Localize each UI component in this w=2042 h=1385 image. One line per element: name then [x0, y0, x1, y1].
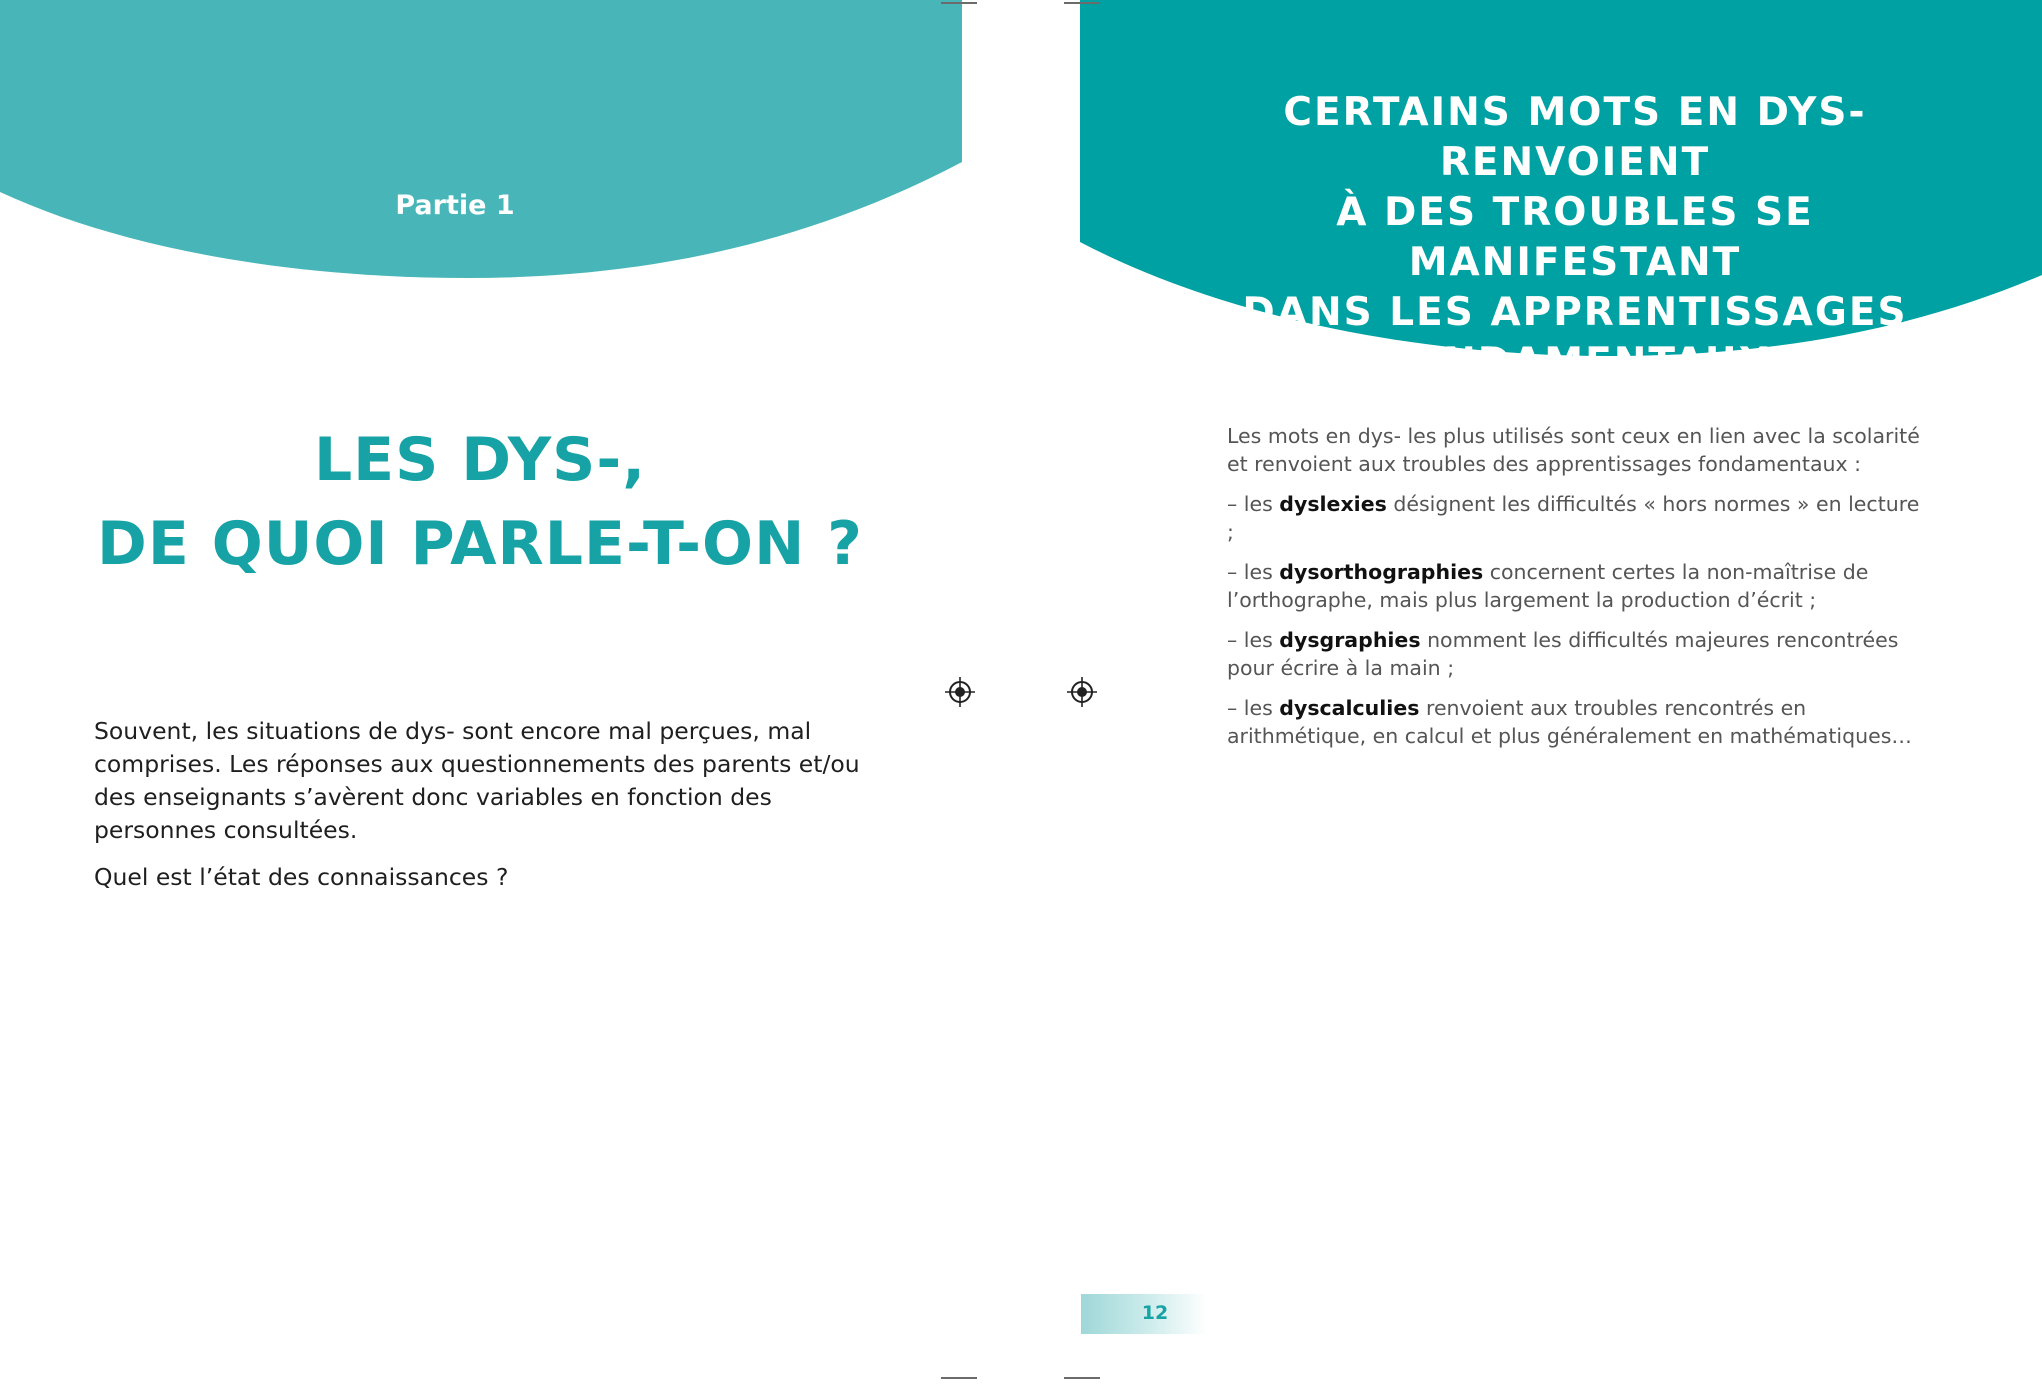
page-number: 12: [1141, 1302, 1169, 1324]
intro-text: [94, 715, 874, 908]
left-page: [0, 0, 962, 1385]
term-dyslexies: dyslexies: [1279, 492, 1387, 516]
header-arc-left: [0, 0, 962, 285]
section-heading: [1180, 88, 1970, 388]
term-dysgraphies: dysgraphies: [1279, 628, 1421, 652]
intro-question: Quel est l’état des connaissances ?: [94, 863, 509, 891]
page-title: [60, 418, 900, 586]
list-item: – les dyscalculies renvoient aux troubles rencontrés en arithmétique, en calcul et plus généralement en mathématiques…: [1227, 696, 1912, 748]
list-item: – les dysgraphies nomment les difficultés majeures rencontrées pour écrire à la main ;: [1227, 628, 1899, 680]
page-title-line-2: DE QUOI PARLE-T-ON ?: [97, 509, 863, 579]
section-heading-line-3: DANS LES APPRENTISSAGES: [1242, 290, 1908, 335]
term-dysorthographies: dysorthographies: [1279, 560, 1484, 584]
crop-mark: [941, 2, 977, 4]
crop-mark: [1064, 1377, 1100, 1379]
body-text: [1227, 422, 1927, 762]
list-item: – les dysorthographies concernent certes la non-maîtrise de l’orthographe, mais plus largement la production d’écrit ;: [1227, 560, 1869, 612]
term-dyscalculies: dyscalculies: [1279, 696, 1420, 720]
crop-mark: [1064, 2, 1100, 4]
section-heading-line-4: FONDAMENTAUX: [1379, 340, 1771, 385]
intro-paragraph: Souvent, les situations de dys- sont encore mal perçues, mal comprises. Les réponses aux questionnements des parents et/ou des enseignants s’avèrent donc variables en fonction des personnes consultées.: [94, 717, 860, 844]
section-label: Partie 1: [395, 190, 515, 221]
body-intro: Les mots en dys- les plus utilisés sont ceux en lien avec la scolarité et renvoient aux troubles des apprentissages fondamentaux :: [1227, 424, 1920, 476]
list-item: – les dyslexies désignent les difficultés « hors normes » en lecture ;: [1227, 492, 1920, 544]
header-arc-shape: [0, 0, 962, 278]
registration-mark-icon: [945, 677, 975, 707]
right-page: [1080, 0, 2042, 1385]
section-heading-line-2: À DES TROUBLES SE MANIFESTANT: [1336, 190, 1814, 285]
registration-mark-icon: [1067, 677, 1097, 707]
page-title-line-1: LES DYS-,: [313, 425, 647, 495]
section-heading-line-1: CERTAINS MOTS EN DYS- RENVOIENT: [1283, 90, 1867, 185]
crop-mark: [941, 1377, 977, 1379]
